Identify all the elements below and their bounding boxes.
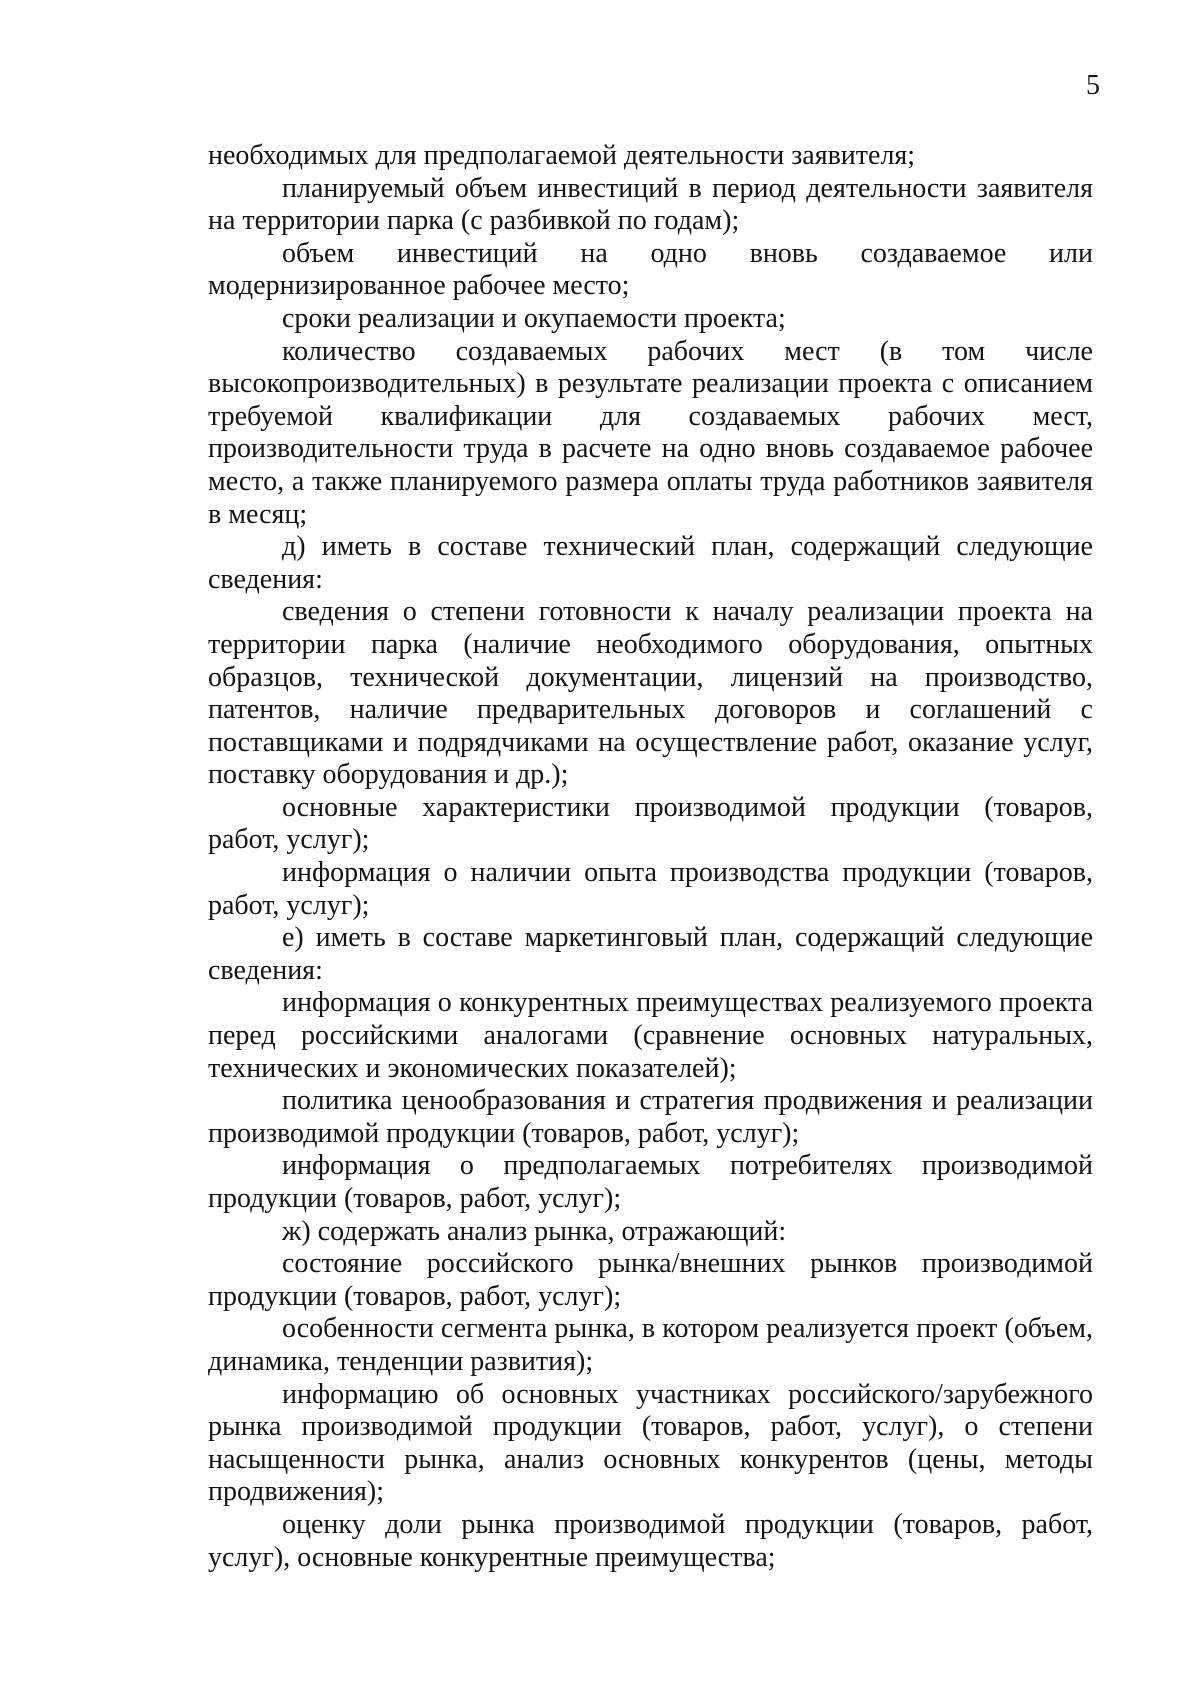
paragraph: политика ценообразования и стратегия продвижения и реализации производимой продукции (товаров, работ, услуг);	[208, 1085, 1093, 1149]
paragraph: состояние российского рынка/внешних рынков производимой продукции (товаров, работ, услуг);	[208, 1248, 1093, 1312]
paragraph: особенности сегмента рынка, в котором реализуется проект (объем, динамика, тенденции развития);	[208, 1313, 1093, 1377]
paragraph: планируемый объем инвестиций в период деятельности заявителя на территории парка (с разбивкой по годам);	[208, 172, 1093, 237]
paragraph: количество создаваемых рабочих мест (в том числе высокопроизводительных) в результате реализации проекта с описанием требуемой квалификации для создаваемых рабочих мест, производительности труда в расчете на одно вновь создаваемое рабочее место, а также планируемого размера оплаты труда работников заявителя в месяц;	[208, 335, 1093, 530]
paragraph: информация о наличии опыта производства продукции (товаров, работ, услуг);	[208, 857, 1093, 921]
page-number: 5	[1086, 70, 1100, 101]
paragraph: информацию об основных участниках российского/зарубежного рынка производимой продукции (товаров, работ, услуг), о степени насыщенности рынка, анализ основных конкурентов (цены, методы продвижения);	[208, 1378, 1093, 1508]
paragraph: информация о конкурентных преимуществах реализуемого проекта перед российскими аналогами (сравнение основных натуральных, технических и экономических показателей);	[208, 987, 1093, 1084]
paragraph: оценку доли рынка производимой продукции (товаров, работ, услуг), основные конкурентные преимущества;	[208, 1508, 1093, 1573]
paragraph: ж) содержать анализ рынка, отражающий:	[282, 1215, 787, 1247]
document-body	[208, 140, 1093, 1574]
paragraph: сведения о степени готовности к началу реализации проекта на территории парка (наличие необходимого оборудования, опытных образцов, технической документации, лицензий на производство, патентов, наличие предварительных договоров и соглашений с поставщиками и подрядчиками на осуществление работ, оказание услуг, поставку оборудования и др.);	[208, 596, 1093, 791]
paragraph: объем инвестиций на одно вновь создаваемое или модернизированное рабочее место;	[208, 237, 1093, 302]
paragraph: д) иметь в составе технический план, содержащий следующие сведения:	[208, 531, 1093, 595]
paragraph: информация о предполагаемых потребителях производимой продукции (товаров, работ, услуг);	[208, 1150, 1093, 1214]
paragraph: сроки реализации и окупаемости проекта;	[282, 302, 786, 334]
paragraph: е) иметь в составе маркетинговый план, содержащий следующие сведения:	[208, 922, 1093, 986]
paragraph: необходимых для предполагаемой деятельности заявителя;	[208, 140, 916, 171]
paragraph: основные характеристики производимой продукции (товаров, работ, услуг);	[208, 791, 1093, 856]
